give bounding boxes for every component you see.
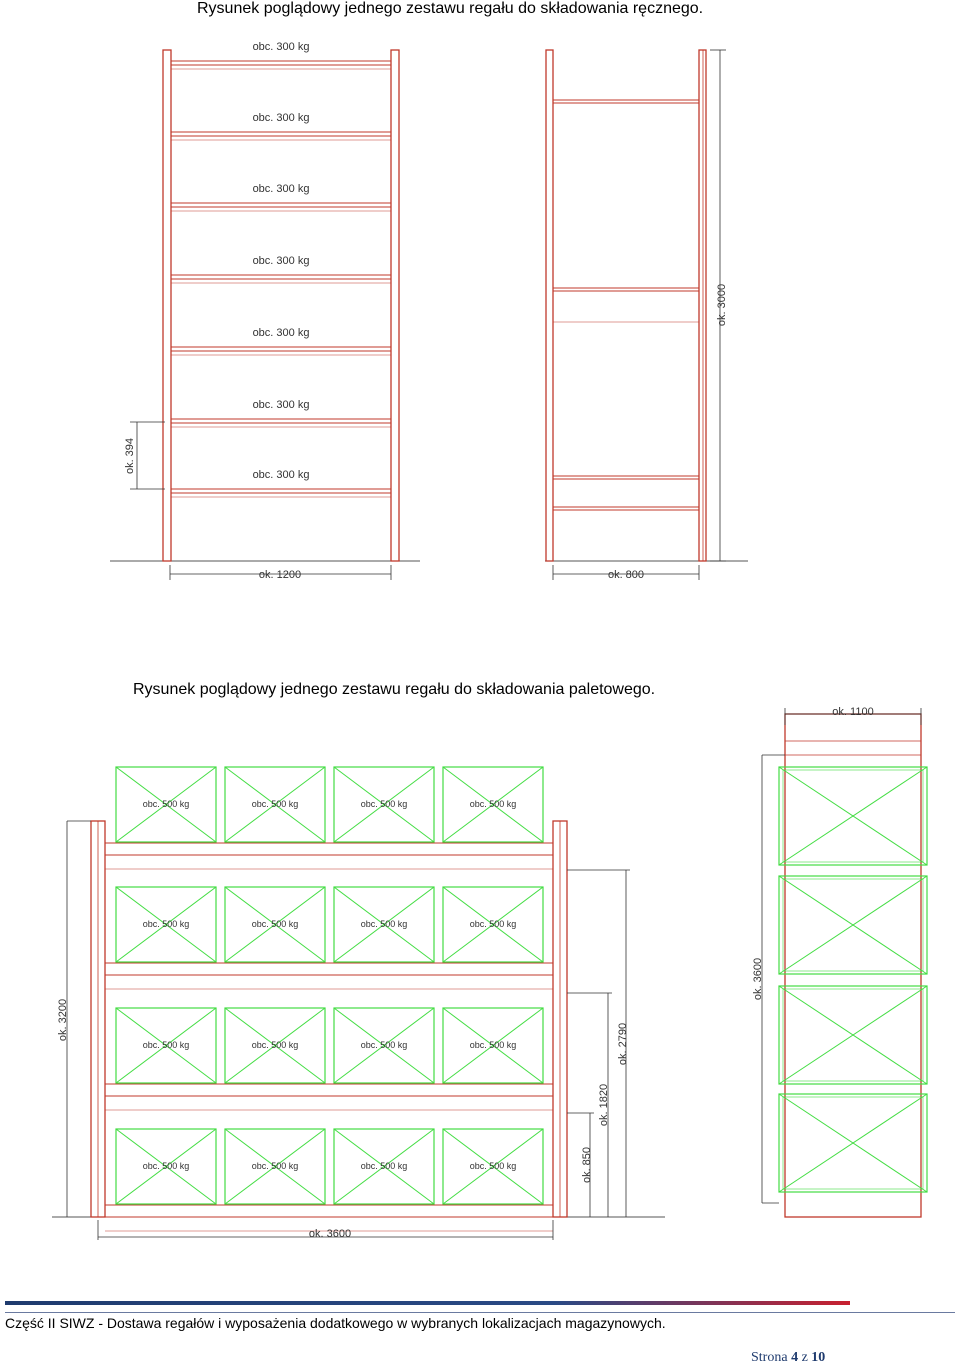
shelf-load-label: obc. 300 kg [252, 327, 310, 339]
manual-shelf [171, 41, 391, 69]
pallet-load-label: obc. 500 kg [360, 799, 408, 809]
pallet-load-label: obc. 500 kg [469, 1161, 517, 1171]
footer-divider [5, 1312, 955, 1313]
manual-depth-label: ok. 800 [607, 569, 645, 581]
pallet [334, 887, 434, 962]
pallet [116, 1129, 216, 1204]
pallet [116, 1008, 216, 1083]
pallet-rack-front-view [52, 767, 665, 1231]
pallet-load-label: obc. 500 kg [360, 919, 408, 929]
pallet-load-label: obc. 500 kg [142, 919, 190, 929]
manual-shelf [171, 255, 391, 283]
pallet [225, 887, 325, 962]
pallet-load-label: obc. 500 kg [251, 919, 299, 929]
footer-accent-bar [5, 1301, 850, 1305]
manual-height-label: ok. 3000 [716, 283, 728, 327]
pallet-depth-label: ok. 1100 [832, 706, 874, 718]
shelf-load-label: obc. 300 kg [252, 183, 310, 195]
pallet [225, 1008, 325, 1083]
pallet [443, 1129, 543, 1204]
pallet-rack-side-view [779, 714, 927, 1217]
pallet [225, 1129, 325, 1204]
pallet-load-label: obc. 500 kg [469, 919, 517, 929]
manual-rack-caption: Rysunek poglądowy jednego zestawu regału do składowania ręcznego. [197, 0, 704, 17]
side-pallet [779, 1094, 927, 1192]
pallet [334, 1008, 434, 1083]
manual-shelf [171, 183, 391, 211]
pallet-level2-label: ok. 850 [581, 1146, 593, 1184]
pallet [443, 887, 543, 962]
shelf-load-label: obc. 300 kg [252, 469, 310, 481]
manual-shelf [171, 327, 391, 355]
pallet-load-label: obc. 500 kg [142, 1161, 190, 1171]
pallet-side-dimensions [762, 708, 921, 1203]
pallet-beam [105, 1084, 553, 1110]
pallet-load-label: obc. 500 kg [251, 1040, 299, 1050]
manual-shelf [171, 399, 391, 427]
pallet-height-label: ok. 3200 [57, 998, 69, 1042]
pallet-load-label: obc. 500 kg [469, 799, 517, 809]
pallet [334, 1129, 434, 1204]
pallet-load-label: obc. 500 kg [142, 799, 190, 809]
shelf-load-label: obc. 300 kg [252, 41, 310, 53]
pallet [443, 1008, 543, 1083]
pallet [116, 767, 216, 842]
pallet-beam [105, 963, 553, 989]
pallet [116, 887, 216, 962]
pallet-level3-label: ok. 1820 [598, 1083, 610, 1127]
pallet [334, 767, 434, 842]
pallet-load-label: obc. 500 kg [360, 1040, 408, 1050]
pallet-rack-caption: Rysunek poglądowy jednego zestawu regału do składowania paletowego. [133, 681, 656, 698]
pallet-load-label: obc. 500 kg [142, 1040, 190, 1050]
pallet-load-label: obc. 500 kg [251, 799, 299, 809]
footer-text: Część II SIWZ - Dostawa regałów i wyposażenia dodatkowego w wybranych lokalizacjach magazynowych. [5, 1315, 666, 1331]
page-number: Strona 4 z 10 [751, 1350, 826, 1365]
manual-shelf [171, 469, 391, 497]
side-pallet [779, 986, 927, 1084]
shelf-load-label: obc. 300 kg [252, 255, 310, 267]
pallet-load-label: obc. 500 kg [360, 1161, 408, 1171]
pallet-beam [105, 843, 553, 869]
shelf-load-label: obc. 300 kg [252, 112, 310, 124]
manual-width-label: ok. 1200 [258, 569, 302, 581]
manual-rack-front-view [110, 41, 420, 561]
manual-spacing-label: ok. 394 [124, 437, 136, 475]
pallet-side-height-label: ok. 3600 [752, 957, 764, 1001]
side-pallet [779, 767, 927, 865]
pallet-load-label: obc. 500 kg [251, 1161, 299, 1171]
manual-shelf [171, 112, 391, 140]
pallet [225, 767, 325, 842]
manual-rack-dimensions [130, 50, 726, 580]
pallet-load-label: obc. 500 kg [469, 1040, 517, 1050]
shelf-load-label: obc. 300 kg [252, 399, 310, 411]
pallet-level4-label: ok. 2790 [617, 1022, 629, 1066]
pallet-width-label: ok. 3600 [308, 1228, 352, 1240]
pallet [443, 767, 543, 842]
side-pallet [779, 876, 927, 974]
